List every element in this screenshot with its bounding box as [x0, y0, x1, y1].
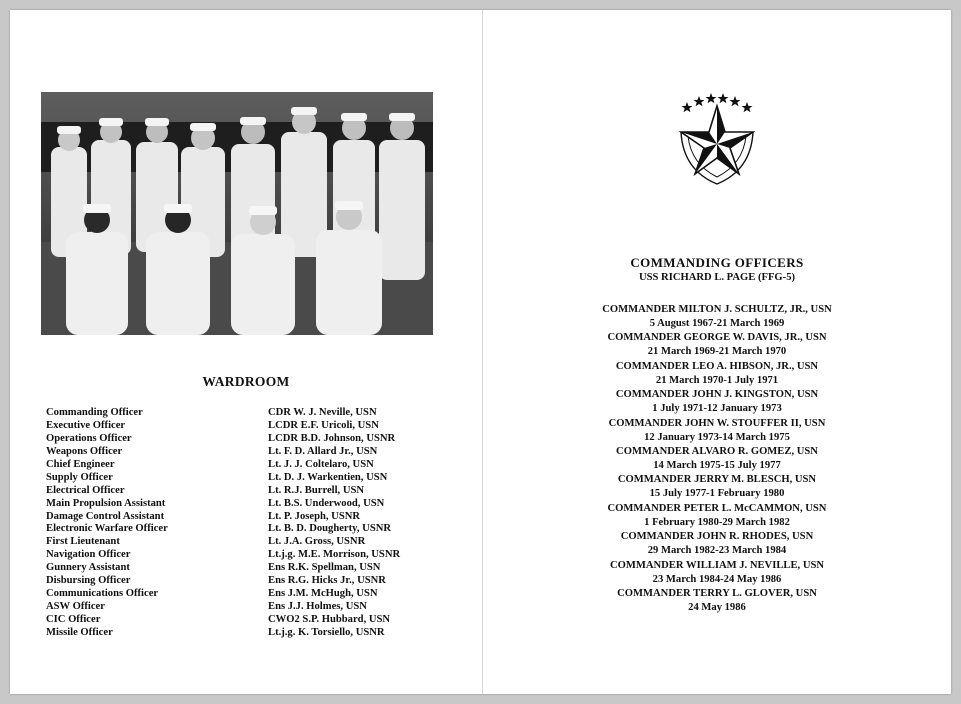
roster-row [46, 575, 446, 588]
roster-role: CIC Officer [46, 614, 101, 625]
roster-role: Weapons Officer [46, 445, 123, 457]
roster-officer-name: Ens R.K. Spellman, USN [268, 562, 381, 574]
commanding-officer-name: COMMANDER JOHN R. RHODES, USN [620, 531, 814, 543]
roster-officer-name: Lt. B. D. Dougherty, USNR [268, 523, 392, 535]
roster-role: Disbursing Officer [46, 575, 131, 587]
roster-row [46, 562, 446, 575]
roster-officer-name: Lt. F. D. Allard Jr., USN [268, 445, 378, 457]
roster-officer-name: Lt.j.g. K. Torsiello, USNR [268, 626, 385, 638]
commanding-officer-name: COMMANDER JOHN W. STOUFFER II, USN [608, 417, 826, 429]
roster-role: Damage Control Assistant [46, 510, 165, 522]
command-dates: 21 March 1970-1 July 1971 [655, 374, 779, 386]
roster-row [46, 536, 446, 549]
roster-row [46, 627, 446, 640]
roster-row [46, 459, 446, 472]
roster-row [46, 523, 446, 536]
roster-officer-name: Ens R.G. Hicks Jr., USNR [268, 575, 386, 587]
star-compass-emblem [671, 88, 763, 186]
roster-row [46, 407, 446, 420]
commanding-officer-entry [483, 473, 951, 501]
commanding-officer-name: COMMANDER GEORGE W. DAVIS, JR., USN [607, 332, 827, 344]
commanding-officer-entry [483, 502, 951, 530]
roster-role: Electrical Officer [46, 484, 125, 496]
roster-row [46, 549, 446, 562]
right-page [483, 10, 951, 694]
roster-officer-name: Lt. D. J. Warkentien, USN [268, 471, 388, 483]
roster-officer-name: Lt. J.A. Gross, USNR [268, 536, 366, 548]
brochure-spread [10, 10, 951, 694]
commanding-officer-entry [483, 388, 951, 416]
roster-row [46, 498, 446, 511]
command-dates: 29 March 1982-23 March 1984 [647, 545, 787, 557]
commanding-officer-entry [483, 417, 951, 445]
roster-role: First Lieutenant [46, 536, 120, 548]
roster-row [46, 433, 446, 446]
roster-role: Main Propulsion Assistant [46, 497, 166, 509]
roster-officer-name: CWO2 S.P. Hubbard, USN [268, 614, 391, 625]
photo-image [41, 92, 433, 335]
roster-row [46, 588, 446, 601]
roster-role: Supply Officer [46, 471, 113, 483]
ship-name-subtitle: USS RICHARD L. PAGE (FFG-5) [638, 272, 796, 283]
commanding-officer-entry [483, 587, 951, 615]
roster-role: Communications Officer [46, 588, 159, 600]
roster-role: Commanding Officer [46, 407, 143, 418]
roster-officer-name: Lt.j.g. M.E. Morrison, USNR [268, 549, 401, 561]
roster-row [46, 420, 446, 433]
roster-officer-name: Ens J.M. McHugh, USN [268, 588, 378, 600]
roster-officer-name: Lt. J. J. Coltelaro, USN [268, 458, 374, 470]
commanding-officer-entry [483, 530, 951, 558]
command-dates: 1 July 1971-12 January 1973 [652, 403, 782, 415]
roster-role: Electronic Warfare Officer [46, 523, 168, 535]
roster-row [46, 485, 446, 498]
roster-role: Operations Officer [46, 432, 132, 444]
commanding-officer-name: COMMANDER LEO A. HIBSON, JR., USN [615, 360, 819, 372]
left-page [10, 10, 482, 694]
roster-role: Gunnery Assistant [46, 562, 130, 574]
commanding-officer-entry [483, 360, 951, 388]
roster-officer-name: Lt. B.S. Underwood, USN [268, 497, 385, 509]
commanding-officers-title: COMMANDING OFFICERS [630, 255, 804, 270]
roster-role: Navigation Officer [46, 549, 131, 561]
command-dates: 14 March 1975-15 July 1977 [653, 459, 781, 471]
commanding-officer-name: COMMANDER JOHN J. KINGSTON, USN [615, 389, 819, 401]
emblem-icon [671, 88, 763, 186]
wardroom-group-photo [41, 92, 433, 335]
commanding-officer-name: COMMANDER PETER L. McCAMMON, USN [607, 502, 827, 514]
roster-row [46, 472, 446, 485]
commanding-officer-entry [483, 445, 951, 473]
roster-row [46, 446, 446, 459]
commanding-officer-entry [483, 303, 951, 331]
roster-row [46, 601, 446, 614]
roster-role: Chief Engineer [46, 458, 115, 470]
commanding-officer-name: COMMANDER TERRY L. GLOVER, USN [617, 587, 817, 599]
command-dates: 24 May 1986 [688, 601, 746, 613]
commanding-officer-name: COMMANDER MILTON J. SCHULTZ, JR., USN [602, 304, 832, 315]
command-dates: 21 March 1969-21 March 1970 [647, 346, 787, 358]
command-dates: 12 January 1973-14 March 1975 [644, 431, 790, 443]
roster-officer-name: Lt. P. Joseph, USNR [268, 510, 361, 522]
roster-role: Missile Officer [46, 626, 113, 638]
command-dates: 5 August 1967-21 March 1969 [649, 318, 785, 329]
roster-officer-name: Ens J.J. Holmes, USN [268, 601, 367, 613]
commanding-officer-name: COMMANDER ALVARO R. GOMEZ, USN [616, 445, 818, 457]
roster-row [46, 511, 446, 524]
roster-officer-name: Lt. R.J. Burrell, USN [268, 484, 365, 496]
roster-officer-name: LCDR E.F. Uricoli, USN [268, 419, 379, 431]
commanding-officer-name: COMMANDER WILLIAM J. NEVILLE, USN [609, 559, 825, 571]
roster-officer-name: CDR W. J. Neville, USN [268, 407, 377, 418]
commanding-officer-name: COMMANDER JERRY M. BLESCH, USN [617, 474, 817, 486]
roster-role: Executive Officer [46, 419, 126, 431]
commanding-officer-entry [483, 331, 951, 359]
wardroom-title: WARDROOM [202, 374, 290, 389]
roster-row [46, 614, 446, 627]
command-dates: 23 March 1984-24 May 1986 [652, 573, 782, 585]
command-dates: 1 February 1980-29 March 1982 [644, 516, 790, 528]
command-dates: 15 July 1977-1 February 1980 [649, 488, 785, 500]
commanding-officer-entry [483, 559, 951, 587]
commanding-officers-list [483, 303, 951, 615]
wardroom-roster [46, 407, 446, 640]
roster-officer-name: LCDR B.D. Johnson, USNR [268, 432, 396, 444]
roster-role: ASW Officer [46, 601, 105, 613]
